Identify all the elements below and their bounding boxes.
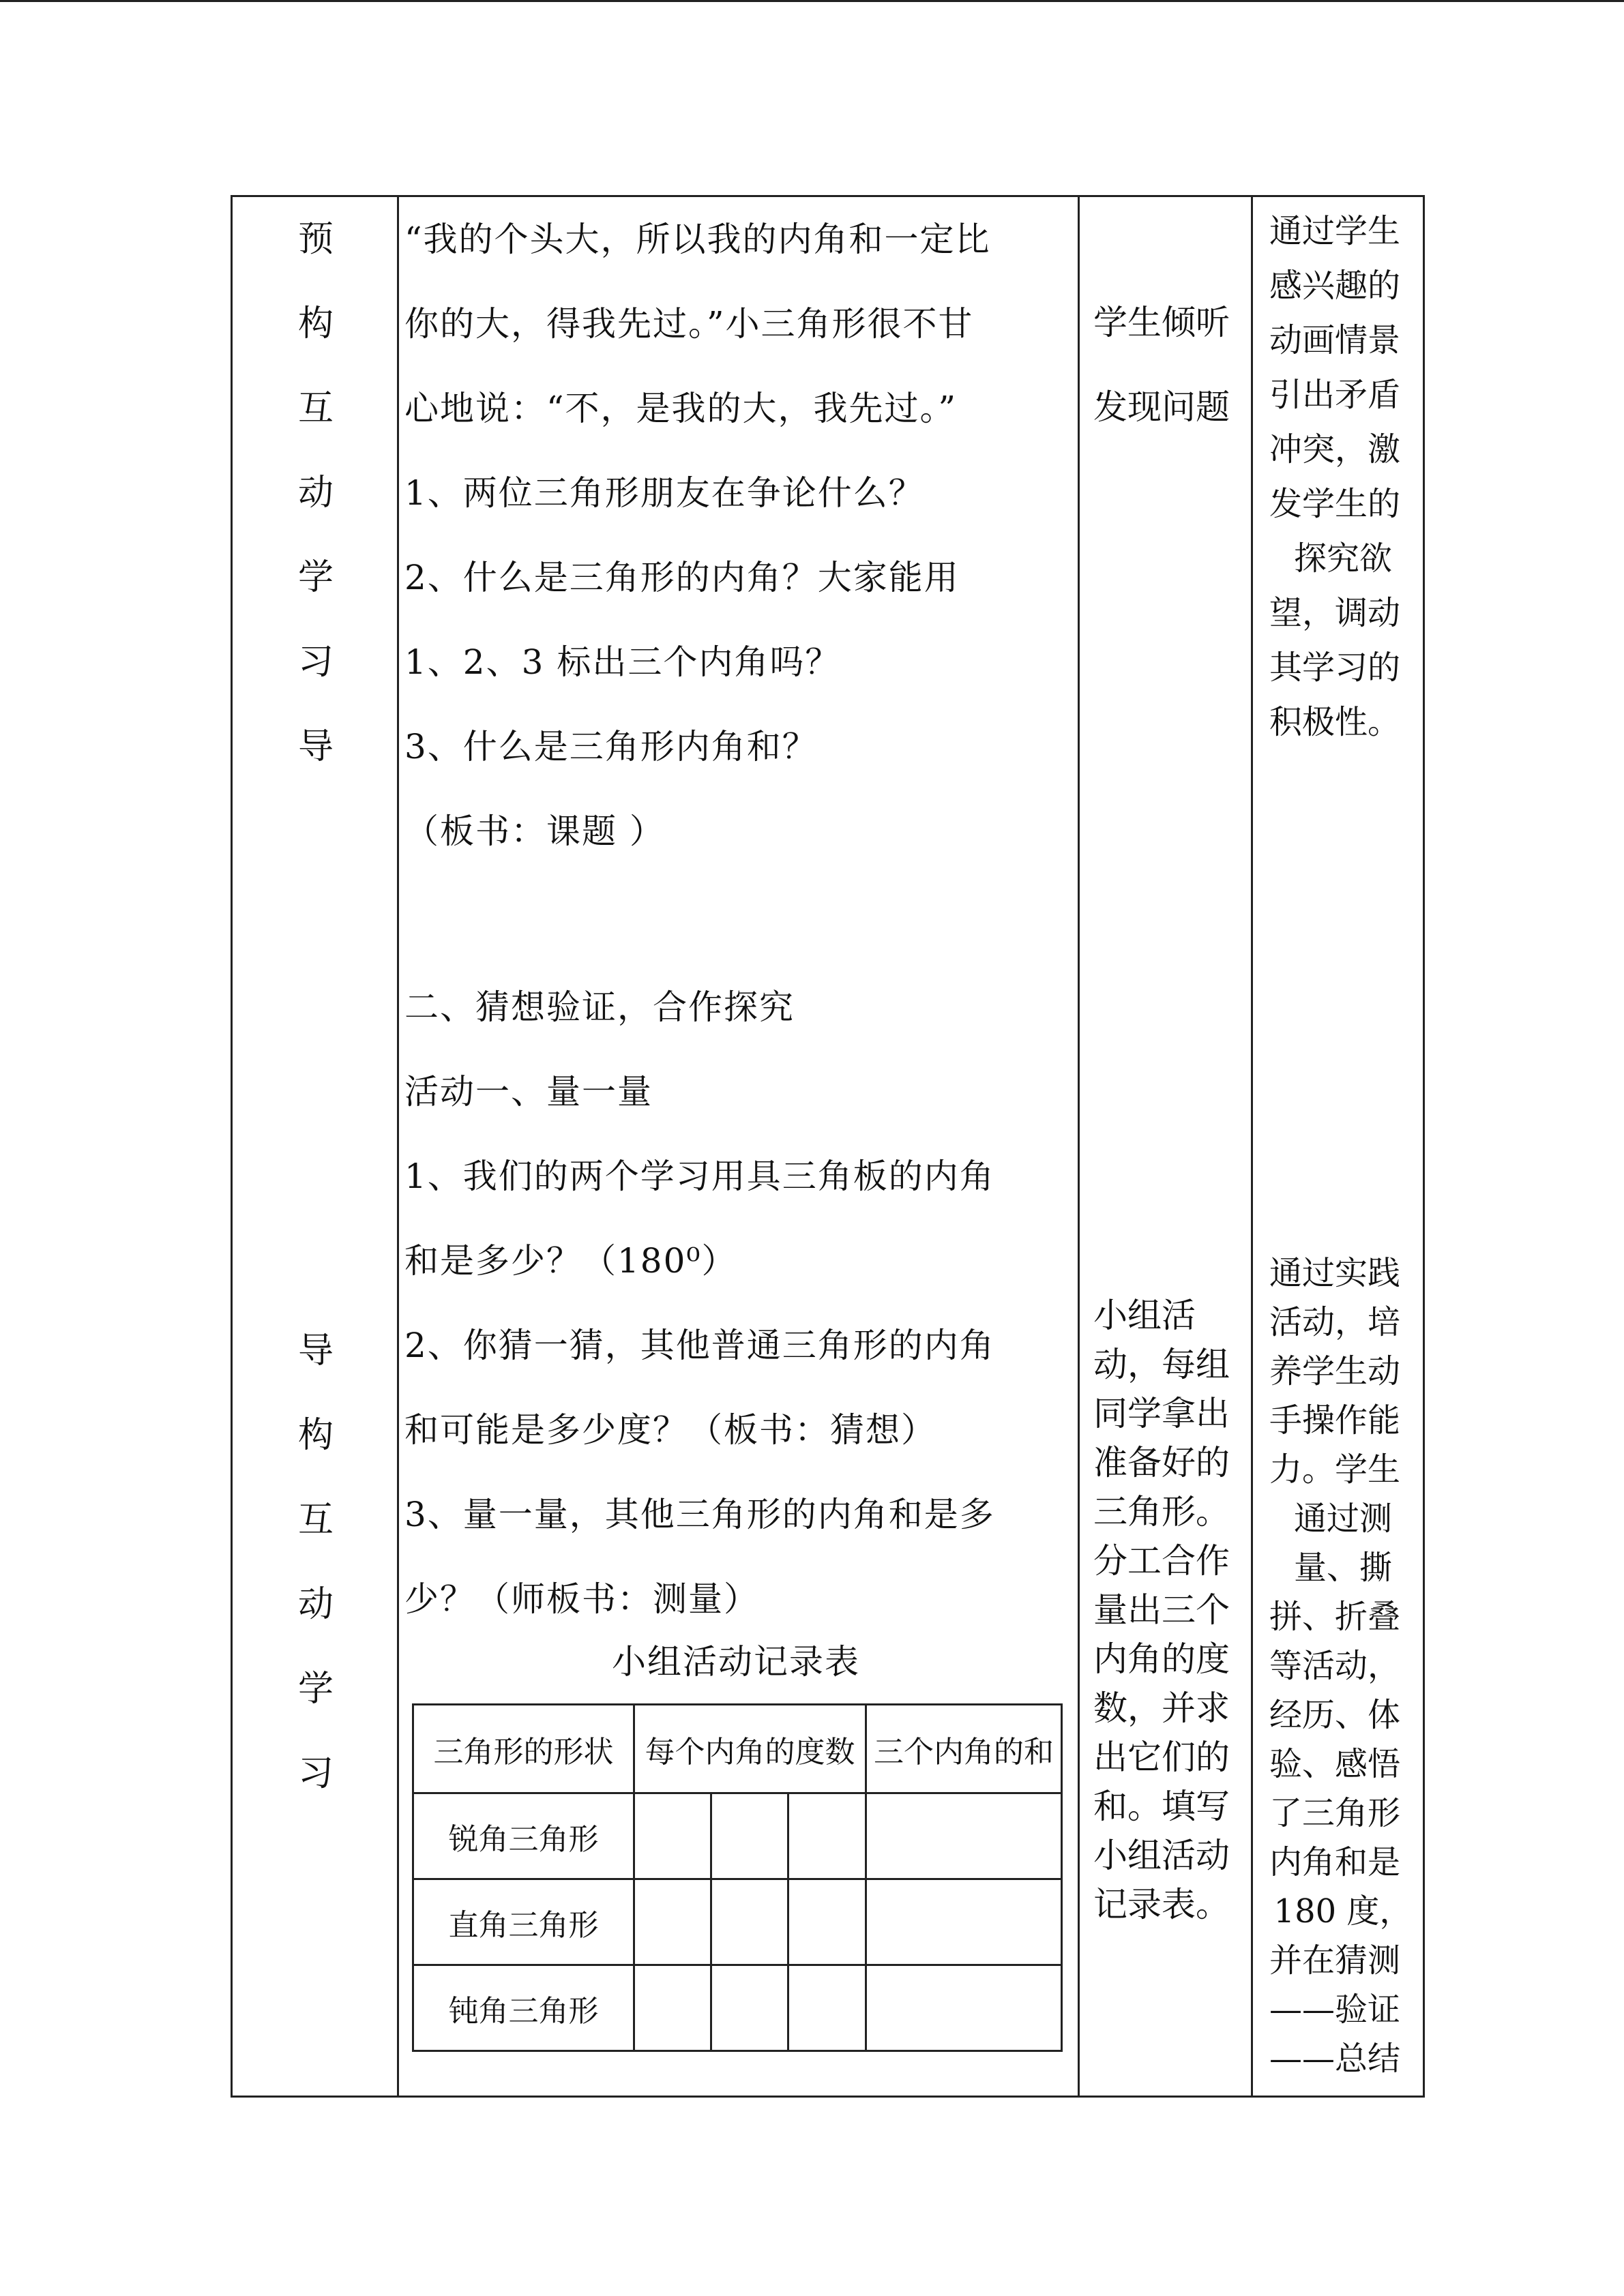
content-line: 1、我们的两个学习用具三角板的内角 — [404, 1157, 995, 1196]
content-line: “我的个头大，所以我的内角和一定比 — [404, 220, 991, 259]
intent-line: 经历、体 — [1269, 1696, 1401, 1734]
intent-line: 180 度， — [1273, 1892, 1413, 1930]
intent-line: 其学习的 — [1269, 648, 1401, 687]
section-heading: 二、猜想验证，合作探究 — [404, 987, 795, 1027]
page-top-edge — [0, 0, 1624, 2]
stage-char: 预 — [297, 219, 334, 260]
stage-char: 学 — [297, 1669, 334, 1710]
intent-line: 发学生的 — [1269, 485, 1401, 523]
content-line: 2、你猜一猜，其他普通三角形的内角 — [404, 1326, 995, 1365]
intent-line: 活动，培 — [1269, 1303, 1401, 1341]
activity-line: 小组活 — [1093, 1296, 1196, 1335]
table-row — [413, 1965, 1062, 2051]
intent-line: ——验证 — [1269, 1991, 1401, 2029]
stage-char: 导 — [297, 726, 334, 767]
content-line: 3、量一量，其他三角形的内角和是多 — [404, 1495, 995, 1534]
angle-cell[interactable] — [634, 1879, 711, 1965]
shape-cell: 锐角三角形 — [413, 1793, 634, 1879]
activity-line: 小组活动 — [1093, 1836, 1230, 1875]
intent-line: 等活动， — [1269, 1647, 1401, 1685]
content-line: 3、什么是三角形内角和？ — [404, 727, 818, 766]
guide-stage-label — [233, 1309, 399, 1816]
intent-line: 内角和是 — [1269, 1843, 1401, 1881]
shape-cell: 直角三角形 — [413, 1879, 634, 1965]
stage-char: 互 — [297, 388, 334, 429]
stage-char: 构 — [297, 303, 334, 344]
intent-line: 并在猜测 — [1269, 1941, 1401, 1980]
intent-line: 通过学生 — [1269, 212, 1401, 250]
intent-line: 验、感悟 — [1269, 1745, 1401, 1783]
column-header-sum: 三个内角的和 — [866, 1705, 1062, 1793]
intent-line: 望，调动 — [1269, 594, 1401, 632]
intent-line: 养学生动 — [1269, 1352, 1401, 1390]
column-header-angles: 每个内角的度数 — [634, 1705, 866, 1793]
guide-design-intent — [1269, 1249, 1417, 2083]
intent-line: 感兴趣的 — [1269, 267, 1401, 305]
activity-line: 同学拿出 — [1093, 1394, 1230, 1433]
activity-line: 发现问题 — [1093, 387, 1230, 427]
angle-cell[interactable] — [788, 1879, 866, 1965]
angle-cell[interactable] — [711, 1793, 788, 1879]
intent-line: 冲突，激 — [1269, 430, 1401, 468]
preview-student-activity — [1093, 280, 1257, 449]
activity-line: 和。填写 — [1093, 1787, 1230, 1826]
content-line: （板书：课题 ） — [404, 811, 665, 851]
angle-cell[interactable] — [634, 1793, 711, 1879]
sum-cell[interactable] — [866, 1879, 1062, 1965]
activity-heading: 活动一、量一量 — [404, 1072, 653, 1112]
intent-line: 引出矛盾 — [1269, 376, 1401, 414]
content-line: 少？（师板书：测量） — [404, 1579, 759, 1619]
preview-content — [404, 197, 1087, 874]
intent-line: 探究欲 — [1293, 539, 1392, 578]
intent-line: 通过实践 — [1269, 1254, 1401, 1292]
activity-line: 动，每组 — [1093, 1345, 1230, 1384]
activity-line: 数，并求 — [1093, 1688, 1230, 1728]
record-table-title: 小组活动记录表 — [612, 1642, 860, 1682]
intent-line: 了三角形 — [1269, 1794, 1401, 1832]
table-row — [413, 1879, 1062, 1965]
sum-cell[interactable] — [866, 1793, 1062, 1879]
table-header-row — [413, 1705, 1062, 1793]
stage-char: 构 — [297, 1415, 334, 1456]
column-header-shape: 三角形的形状 — [413, 1705, 634, 1793]
content-line: 1、两位三角形朋友在争论什么？ — [404, 473, 924, 513]
intent-line: 动画情景 — [1269, 321, 1401, 359]
stage-char: 互 — [297, 1500, 334, 1540]
activity-line: 内角的度 — [1093, 1639, 1230, 1679]
shape-cell: 钝角三角形 — [413, 1965, 634, 2051]
group-activity-record-table — [412, 1703, 1063, 2052]
sum-cell[interactable] — [866, 1965, 1062, 2051]
content-line: 2、什么是三角形的内角？大家能用 — [404, 558, 960, 597]
angle-cell[interactable] — [711, 1879, 788, 1965]
stage-char: 学 — [297, 557, 334, 598]
intent-line: 手操作能 — [1269, 1401, 1401, 1440]
guide-student-activity — [1093, 1291, 1257, 1929]
intent-line: 量、撕 — [1293, 1549, 1392, 1587]
intent-line: ——总结 — [1269, 2040, 1401, 2078]
stage-char: 导 — [297, 1330, 334, 1371]
content-line: 和可能是多少度？（板书：猜想） — [404, 1410, 936, 1450]
preview-design-intent — [1269, 204, 1417, 749]
activity-line: 量出三个 — [1093, 1590, 1230, 1630]
preview-stage-label — [233, 197, 399, 789]
content-line: 心地说：“不，是我的大，我先过。” — [404, 389, 958, 428]
angle-cell[interactable] — [634, 1965, 711, 2051]
activity-line: 分工合作 — [1093, 1541, 1230, 1581]
activity-line: 出它们的 — [1093, 1738, 1230, 1777]
activity-line: 学生倾听 — [1093, 303, 1230, 342]
stage-char: 动 — [297, 473, 334, 513]
activity-line: 记录表。 — [1093, 1885, 1230, 1924]
intent-line: 通过测 — [1293, 1500, 1392, 1538]
intent-line: 拼、折叠 — [1269, 1598, 1401, 1636]
angle-cell[interactable] — [788, 1793, 866, 1879]
stage-char: 习 — [297, 642, 334, 683]
stage-char: 动 — [297, 1584, 334, 1625]
intent-line: 积极性。 — [1269, 703, 1401, 741]
content-line: 和是多少？（180⁰） — [404, 1241, 737, 1281]
content-line: 1、2、3 标出三个内角吗？ — [404, 642, 841, 682]
activity-line: 准备好的 — [1093, 1443, 1230, 1482]
stage-char: 习 — [297, 1753, 334, 1794]
guide-content — [404, 965, 1087, 1641]
content-line: 你的大，得我先过。”小三角形很不甘 — [404, 304, 974, 344]
angle-cell[interactable] — [711, 1965, 788, 2051]
table-row — [413, 1793, 1062, 1879]
intent-line: 力。学生 — [1269, 1450, 1401, 1489]
angle-cell[interactable] — [788, 1965, 866, 2051]
activity-line: 三角形。 — [1093, 1492, 1230, 1532]
